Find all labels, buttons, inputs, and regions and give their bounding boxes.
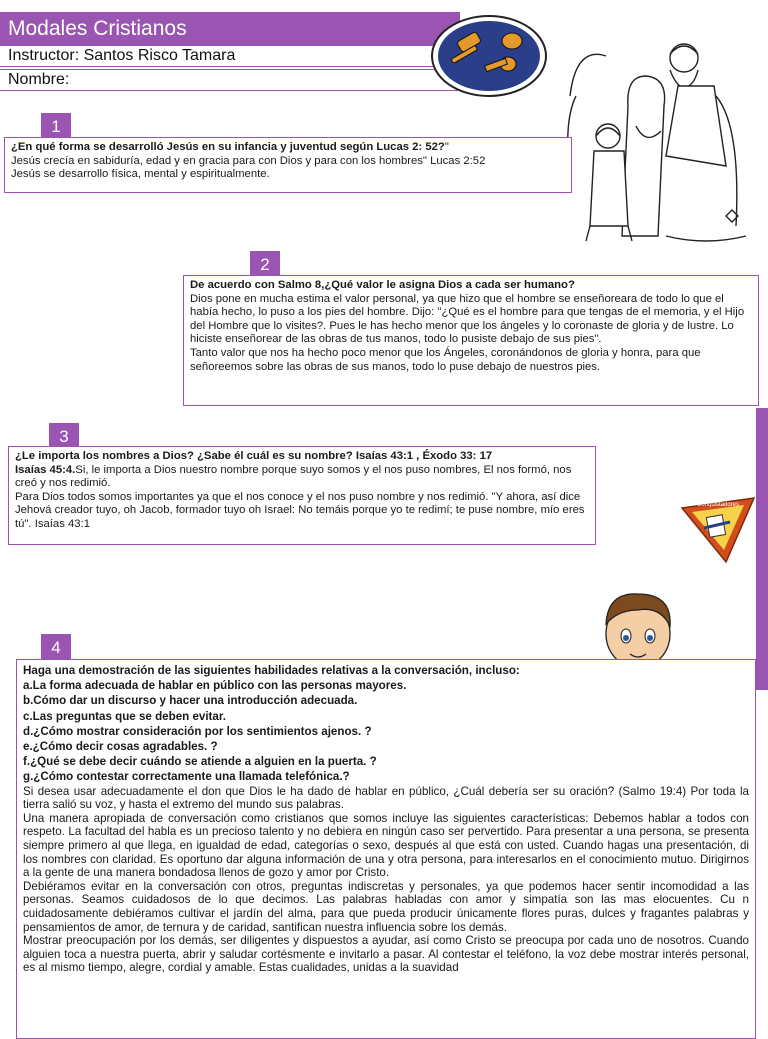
section-4-item: b.Cómo dar un discurso y hacer una introducción adecuada. bbox=[23, 694, 358, 708]
section-4-item: g.¿Cómo contestar correctamente una llamada telefónica.? bbox=[23, 770, 350, 784]
holy-family-illustration bbox=[566, 36, 766, 258]
section-2-box bbox=[183, 275, 759, 406]
name-field: Nombre: bbox=[0, 69, 460, 91]
section-4-answer-paragraph: Debiéramos evitar en la conversación con otros, preguntas indiscretas y personales, ya que podemos hacer sentir incomodidad a las personas. Seamos cuidadosos de lo que decimos. Las palabras habladas con amor y simpatía son las mas elocuentes. Cu n cuidadosamente debiéramos cultivar el jardín del alma, para que pueda producir únicamente flores puras, dulces y fragantes palabras y pensamientos de amor, de ternura y de caridad, santifican nuestra influencia sobre los demás. bbox=[23, 879, 749, 934]
section-4-item: e.¿Cómo decir cosas agradables. ? bbox=[23, 740, 218, 754]
section-1-box: ¿En qué forma se desarrolló Jesús en su infancia y juventud según Lucas 2: 52?" Jesús crecía en sabiduría, edad y en gracia para con Dios y para con los hombres" Lucas 2:52 Jesús se desarrollo física, mental y espiritualmente. bbox=[4, 137, 572, 193]
section-number-1: 1 bbox=[41, 113, 71, 141]
section-4-item: c.Las preguntas que se deben evitar. bbox=[23, 709, 226, 723]
section-number-3: 3 bbox=[49, 423, 79, 451]
section-4-item: Haga una demostración de las siguientes habilidades relativas a la conversación, incluso: bbox=[23, 664, 520, 677]
instructor-field: Instructor: Santos Risco Tamara bbox=[0, 45, 460, 67]
section-3-box: ¿Le importa los nombres a Dios? ¿Sabe él cuál es su nombre? Isaías 43:1 , Éxodo 33: 17 Isaías 45:4.Si, le importa a Dios nuestro nombre porque suyo somos y el nos puso nombres, El nos formó, nos creó y nos redimió. Para Dios todos somos importantes ya que el nos conoce y el nos puso nombre y nos redimió. "Y ahora, así dice Jehová creador tuyo, oh Jacob, formador tuyo oh Israel: No temáis porque yo te redimí; te puse nombre, mío eres tú". Isaías 43:1 bbox=[8, 446, 596, 545]
section-2-answer-paragraph: Tanto valor que nos ha hecho poco menor que los Ángeles, coronándonos de gloria y honra, para que señoreemos sobre las obras de sus manos, todo lo puse debajo de nuestros pies. bbox=[190, 346, 701, 373]
section-3-question: ¿Le importa los nombres a Dios? ¿Sabe él cuál es su nombre? Isaías 43:1 , Éxodo 33: 17 bbox=[15, 450, 493, 462]
section-1-answer-line: Jesús se desarrollo física, mental y espiritualmente. bbox=[11, 168, 270, 181]
pathfinder-emblem bbox=[678, 492, 758, 566]
section-4-answer-paragraph: Una manera apropiada de conversación como cristianos que somos incluye las siguientes características: Debemos hablar a todos con respeto. La facultad del habla es un precioso talento y no debiera en ningún caso ser pervertido. Para presentar a una persona, se presenta siempre primero al que llega, en igualdad de edad, categorías o sexo, después al que está con usted. Cuando hagas una presentación, di los nombres con claridad. Es oportuno dar alguna información de una y otra persona, para interesarlos en el conocimiento mutuo. Dirigirnos a la gente de una manera bondadosa llenos de gozo y amor por Cristo. bbox=[23, 811, 749, 880]
section-4-answer-paragraph: Mostrar preocupación por los demás, ser diligentes y dispuestos a ayudar, así como Cristo se preocupa por cada uno de nosotros. Cuando alguien toca a nuestra puerta, abrir y saludar cortésmente e invitarlo a pasar. Al contestar el teléfono, la voz debe mostrar interés personal, es al mismo tiempo, alegre, cordial y amable. Estas cualidades, unidas a la suavidad bbox=[23, 934, 749, 975]
section-3-answer-lead: Isaías 45:4. bbox=[15, 463, 76, 476]
section-2-question: De acuerdo con Salmo 8,¿Qué valor le asigna Dios a cada ser humano? bbox=[190, 279, 575, 291]
section-4-box bbox=[16, 659, 756, 1039]
emblem-label: Conquistadores bbox=[696, 502, 740, 508]
page-title: Modales Cristianos bbox=[0, 12, 460, 45]
grooming-emblem bbox=[430, 14, 548, 98]
section-3-answer-paragraph: Para Dios todos somos importantes ya que el nos conoce y el nos puso nombre y nos redimió. "Y ahora, así dice Jehová creador tuyo, oh Jacob, formador tuyo oh Israel: No temáis porque yo te redimí; te puse nombre, mío eres tú". Isaías 43:1 bbox=[15, 490, 585, 530]
section-4-item: f.¿Qué se debe decir cuándo se atiende a alguien en la puerta. ? bbox=[23, 755, 377, 769]
section-4-item: a.La forma adecuada de hablar en público con las personas mayores. bbox=[23, 679, 407, 693]
section-2-answer-paragraph: Dios pone en mucha estima el valor personal, ya que hizo que el hombre se enseñoreara de todo lo que el había hecho, lo puso a los pies del hombre. Dijo: "¿Qué es el hombre para que tengas de el memoria, y el Hijo del Hombre que lo visites?. Pues le has hecho menor que los ángeles y lo coronaste de gloria y de lustre. Lo hiciste enseñorear de las obras de tus manos, todo lo pusiste debajo de sus pies". bbox=[190, 292, 745, 346]
section-4-item: d.¿Cómo mostrar consideración por los sentimientos ajenos. ? bbox=[23, 724, 372, 738]
section-1-question: ¿En qué forma se desarrolló Jesús en su infancia y juventud según Lucas 2: 52? bbox=[11, 141, 445, 153]
section-number-4: 4 bbox=[41, 634, 71, 662]
section-1-answer-line: Jesús crecía en sabiduría, edad y en gracia para con Dios y para con los hombres" Lucas 2:52 bbox=[11, 154, 486, 167]
section-number-2: 2 bbox=[250, 251, 280, 279]
section-4-answer-paragraph: Si desea usar adecuadamente el don que Dios le ha dado de hablar en público, ¿Cuál debería ser su oración? (Salmo 19:4) Por toda la tierra salió su voz, y hasta el extremo del mundo sus palabras. bbox=[23, 784, 749, 812]
